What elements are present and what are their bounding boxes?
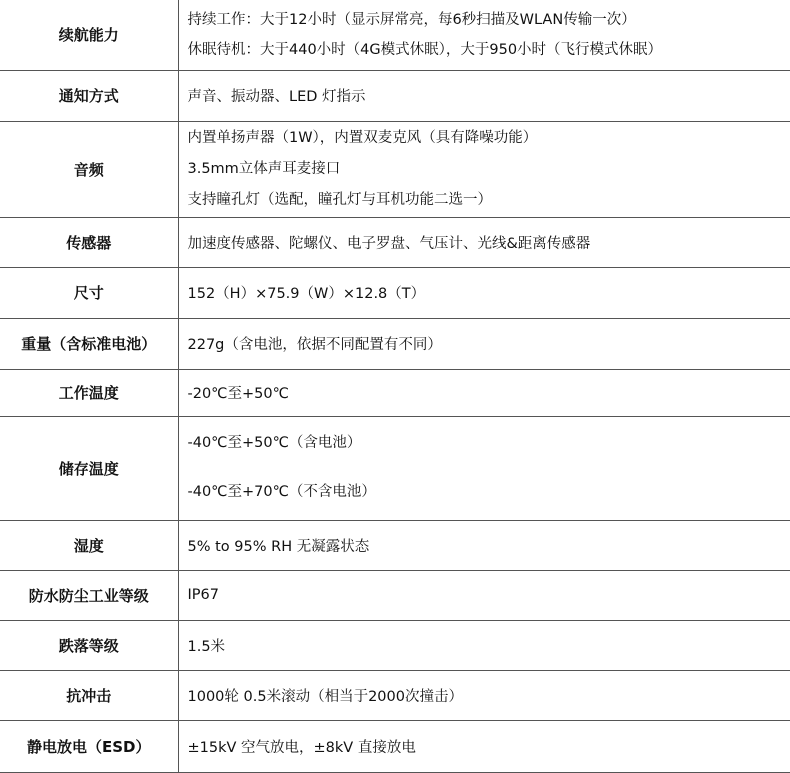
spec-key: 静电放电（ESD）	[0, 720, 178, 772]
spec-key: 抗冲击	[0, 670, 178, 720]
spec-value-line: 休眠待机：大于440小时（4G模式休眠），大于950小时（飞行模式休眠）	[188, 35, 790, 65]
spec-row	[0, 0, 790, 70]
spec-key: 跌落等级	[0, 620, 178, 670]
spec-value	[178, 0, 790, 70]
spec-key: 尺寸	[0, 267, 178, 318]
spec-row	[0, 70, 790, 121]
spec-value-line: -20℃至+50℃	[188, 382, 790, 403]
spec-value-line: -40℃至+50℃（含电池）	[188, 431, 790, 456]
spec-value-line: 5% to 95% RH 无凝露状态	[188, 535, 790, 556]
spec-value	[178, 369, 790, 416]
spec-key: 通知方式	[0, 70, 178, 121]
spec-value	[178, 520, 790, 570]
spec-value	[178, 318, 790, 369]
spec-value	[178, 670, 790, 720]
spec-value-line: 声音、振动器、LED 灯指示	[188, 85, 790, 106]
spec-value	[178, 267, 790, 318]
spec-value-line: -40℃至+70℃（不含电池）	[188, 480, 790, 505]
spec-value	[178, 416, 790, 520]
spec-row	[0, 620, 790, 670]
spec-row	[0, 720, 790, 772]
spec-row	[0, 570, 790, 620]
spec-value	[178, 217, 790, 267]
spec-key: 工作温度	[0, 369, 178, 416]
spec-row	[0, 520, 790, 570]
spec-row	[0, 416, 790, 520]
spec-value-line: ±15kV 空气放电，±8kV 直接放电	[188, 736, 790, 757]
spec-value	[178, 620, 790, 670]
spec-value	[178, 720, 790, 772]
spec-value-line: 227g（含电池，依据不同配置有不同）	[188, 333, 790, 354]
spec-key: 传感器	[0, 217, 178, 267]
spec-key: 防水防尘工业等级	[0, 570, 178, 620]
spec-value	[178, 70, 790, 121]
spec-value-line: 3.5mm立体声耳麦接口	[188, 154, 790, 185]
spec-value	[178, 121, 790, 217]
spec-key: 音频	[0, 121, 178, 217]
spec-key: 续航能力	[0, 0, 178, 70]
spec-row	[0, 121, 790, 217]
spec-key: 储存温度	[0, 416, 178, 520]
spec-value-line: 支持瞳孔灯（选配，瞳孔灯与耳机功能二选一）	[188, 185, 790, 216]
spec-value-line: 加速度传感器、陀螺仪、电子罗盘、气压计、光线&距离传感器	[188, 232, 790, 253]
spec-key: 重量（含标准电池）	[0, 318, 178, 369]
spec-value-line: IP67	[188, 587, 790, 603]
spec-row	[0, 217, 790, 267]
spec-value	[178, 570, 790, 620]
spec-value-line: 152（H）×75.9（W）×12.8（T）	[188, 282, 790, 303]
spec-value-line: 1000轮 0.5米滚动（相当于2000次撞击）	[188, 685, 790, 706]
spec-key: 湿度	[0, 520, 178, 570]
spec-row	[0, 369, 790, 416]
spec-row	[0, 267, 790, 318]
spec-value-spacer	[188, 456, 790, 480]
spec-value-line: 内置单扬声器（1W），内置双麦克风（具有降噪功能）	[188, 123, 790, 154]
spec-row	[0, 318, 790, 369]
spec-value-line: 1.5米	[188, 635, 790, 656]
spec-row	[0, 670, 790, 720]
spec-value-line: 持续工作：大于12小时（显示屏常亮，每6秒扫描及WLAN传输一次）	[188, 5, 790, 35]
